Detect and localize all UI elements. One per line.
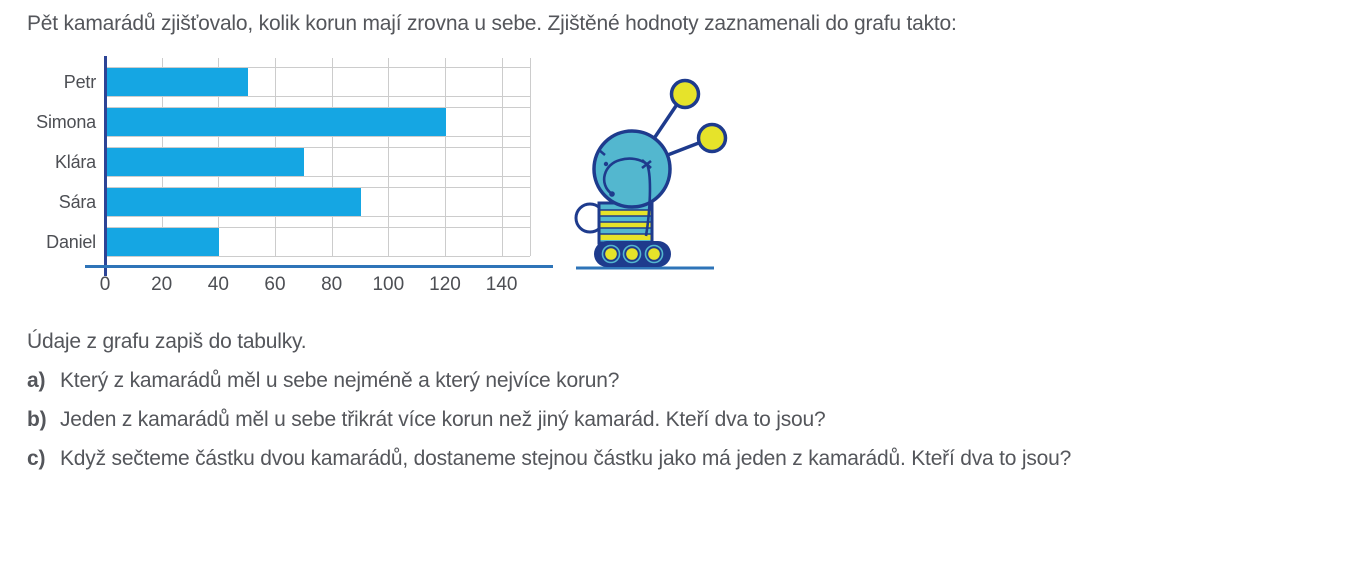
robot-antenna-ball-icon xyxy=(672,81,699,108)
robot-antenna-ball-icon xyxy=(699,125,726,152)
question-b-label: b) xyxy=(27,408,47,431)
bar-label: Klára xyxy=(54,152,96,172)
bar-label: Sára xyxy=(58,192,96,212)
gridline-h xyxy=(105,136,530,137)
robot-body xyxy=(599,203,652,243)
bar xyxy=(107,148,304,176)
bar-chart xyxy=(20,58,565,303)
tick-label: 100 xyxy=(372,274,405,295)
bar-label: Daniel xyxy=(46,232,96,252)
question-a xyxy=(27,369,619,393)
bar xyxy=(107,68,248,96)
robot-head xyxy=(594,131,670,207)
tick-label: 40 xyxy=(207,274,229,295)
tick-label: 80 xyxy=(321,274,343,295)
bar xyxy=(107,188,361,216)
robot-illustration xyxy=(568,52,730,276)
bar-label: Petr xyxy=(63,72,96,92)
gridline-h xyxy=(105,216,530,217)
robot-wheel-icon xyxy=(626,248,638,260)
bar xyxy=(107,108,446,136)
robot-svg xyxy=(568,52,730,276)
robot-wheel-icon xyxy=(648,248,660,260)
tick-label: 20 xyxy=(151,274,173,295)
gridline-h xyxy=(105,256,530,257)
gridline-h xyxy=(105,176,530,177)
robot-tread xyxy=(594,241,671,267)
tick-label: 120 xyxy=(429,274,461,295)
question-c-label: c) xyxy=(27,447,46,470)
x-axis xyxy=(85,265,553,268)
tick-label: 0 xyxy=(99,274,111,295)
gridline-h xyxy=(105,96,530,97)
question-c-text: Když sečteme částku dvou kamarádů, dostaneme stejnou částku jako má jeden z kamarádů. Kteří dva to jsou? xyxy=(60,447,1072,470)
question-a-label: a) xyxy=(27,369,46,392)
y-axis xyxy=(104,56,107,276)
question-a-text: Který z kamarádů měl u sebe nejméně a který nejvíce korun? xyxy=(60,369,620,392)
tick-label: 60 xyxy=(264,274,286,295)
question-c xyxy=(27,447,1071,471)
robot-wheel-icon xyxy=(605,248,617,260)
gridline-v xyxy=(530,58,531,256)
bar xyxy=(107,228,219,256)
tick-label: 140 xyxy=(485,274,518,295)
question-b-text: Jeden z kamarádů měl u sebe třikrát více korun než jiný kamarád. Kteří dva to jsou? xyxy=(60,408,826,431)
bar-label: Simona xyxy=(36,112,96,132)
instruction: Údaje z grafu zapiš do tabulky. xyxy=(27,330,307,353)
question-b xyxy=(27,408,825,432)
exercise-title: Pět kamarádů zjišťovalo, kolik korun mají zrovna u sebe. Zjištěné hodnoty zaznamenali do grafu takto: xyxy=(27,12,957,35)
